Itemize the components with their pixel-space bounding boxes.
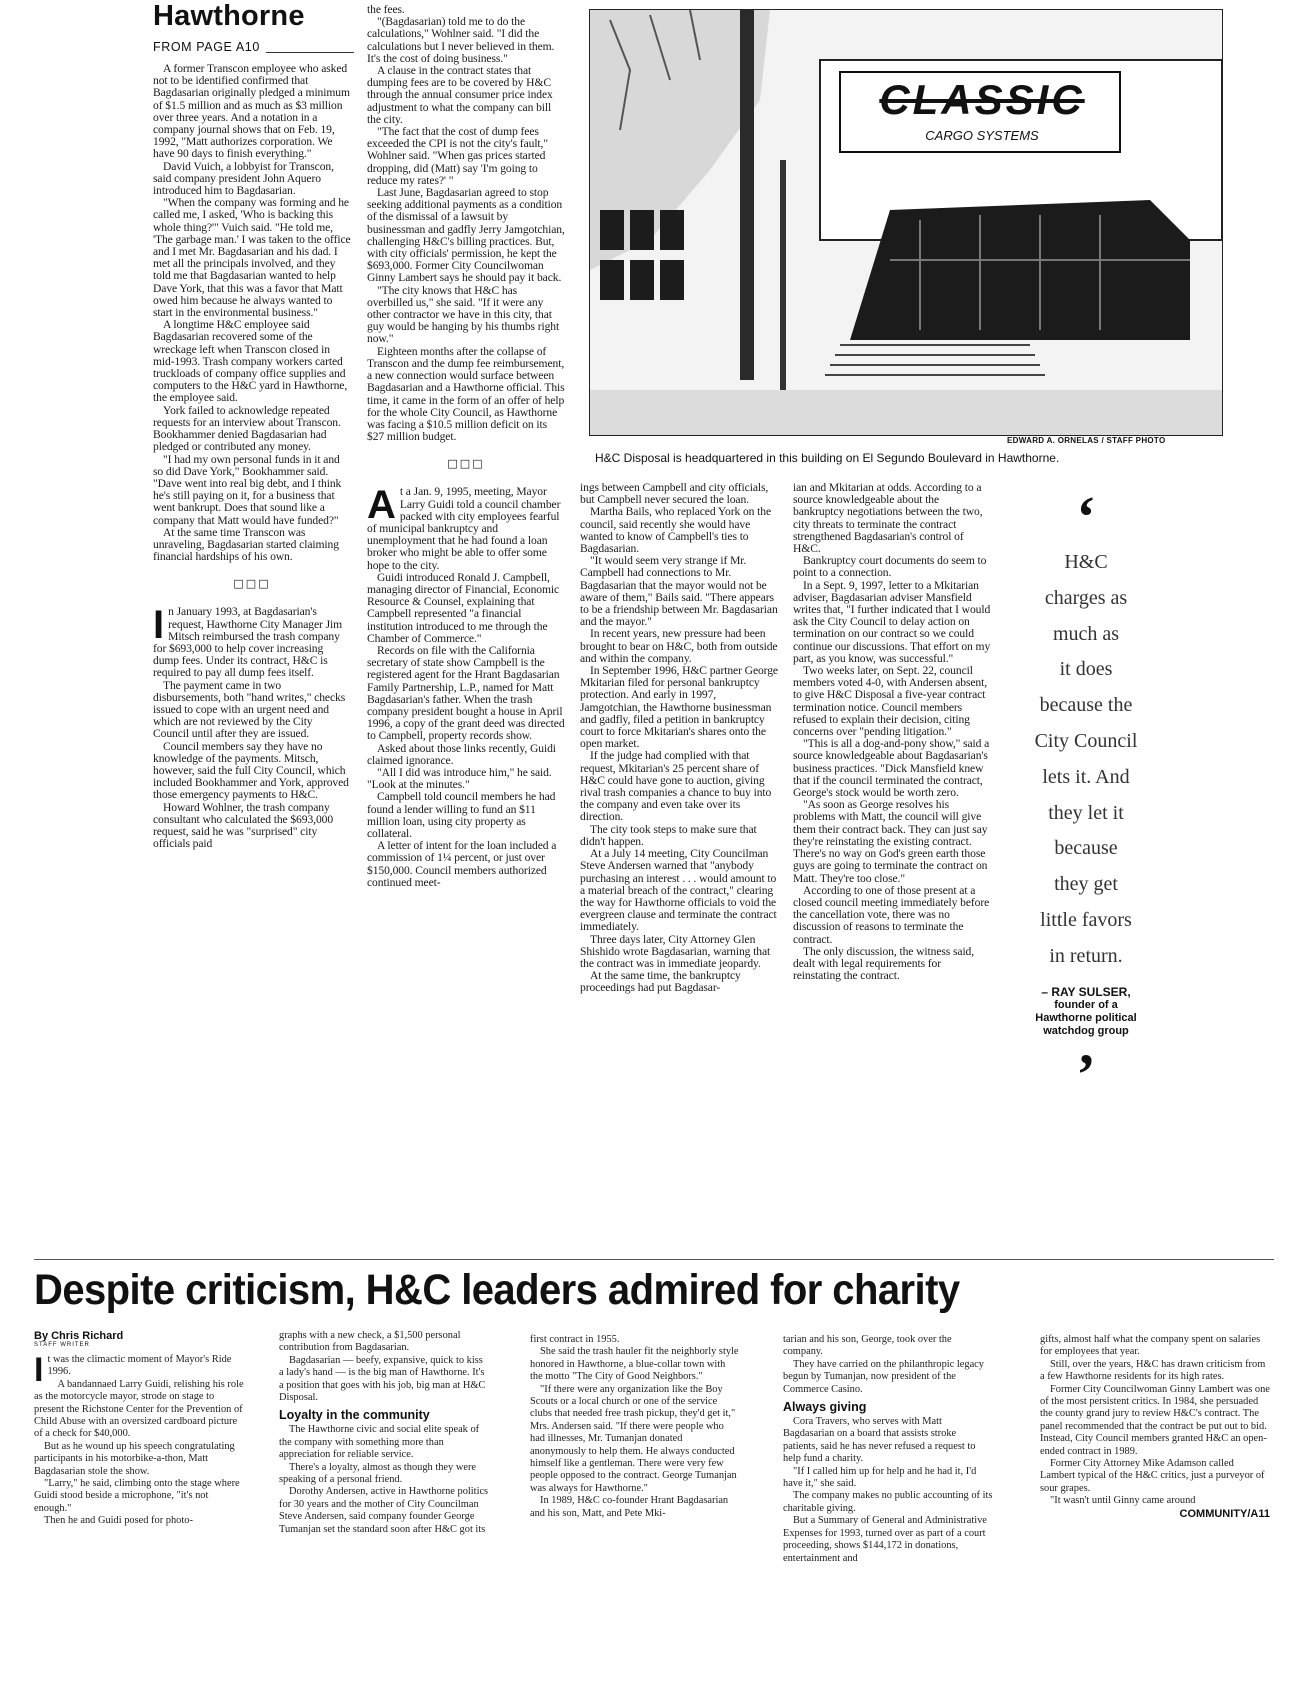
paragraph: In recent years, new pressure had been brought to bear on H&C, both from outside and within the company.: [580, 627, 778, 665]
quote-attribution: [1006, 986, 1166, 1038]
quote-attribution-line: Hawthorne political: [1035, 1012, 1137, 1024]
paragraph: "The fact that the cost of dump fees exceeded the CPI is not the city's fault," Wohlner said. "When gas prices started dropping, did (Matt) say 'I'm going to reduce my rates?' ": [367, 125, 548, 187]
quote-attribution-line: watchdog group: [1043, 1025, 1129, 1037]
paragraph: Eighteen months after the collapse of Transcon and the dump fee reimbursement, a new connection would surface between Bagdasarian and a Hawthorne official. This time, it came in the form of an offer of help for the whole City Council, as Hawthorne was facing a $10.5 million deficit on its $27 million budget.: [367, 344, 565, 444]
paragraph: "Larry," he said, climbing onto the stage where Guidi stood beside a microphone, "it's not enough.": [34, 1478, 240, 1514]
quote-line: it does: [1059, 658, 1113, 681]
quote-line: they get: [1054, 873, 1118, 896]
section-divider: [34, 1259, 1274, 1260]
from-page-rule: [266, 52, 354, 53]
quote-line: in return.: [1049, 944, 1123, 967]
dropcap: I: [153, 603, 165, 648]
paragraph: A letter of intent for the loan included a commission of 1¼ percent, or just over $150,000. Council members authorized continued meet-: [367, 839, 557, 889]
paragraph: In a Sept. 9, 1997, letter to a Mkitarian adviser, Bagdasarian adviser Mansfield writes that, "I further indicated that I would ask the City Council to delay action on termination on our contract so we could continue our discussions. That effort on my part, as you know, was successful.": [793, 578, 991, 665]
top-col-4: [793, 482, 991, 982]
paragraph: The only discussion, the witness said, dealt with legal requirements for reinstating the contract.: [793, 944, 975, 983]
paragraph: tarian and his son, George, took over the company.: [783, 1334, 952, 1358]
paragraph: David Vuich, a lobbyist for Transcon, said company president John Aquero introduced him to Bagdasarian.: [153, 159, 334, 198]
paragraph: But a Summary of General and Administrative Expenses for 1993, turned over as part of a court proceeding, shows $144,172 in donations, entertainment and: [783, 1515, 987, 1564]
story-kicker: Hawthorne: [153, 0, 305, 32]
paragraph: "I had my own personal funds in it and so did Dave York," Bookhammer said. "Dave went into real big debt, and I think he's still paying on it, for a business that went bankrupt. Does that sound like a company that Matt would have funded?": [153, 452, 342, 527]
paragraph: At the same time Transcon was unraveling, Bagdasarian started claiming financial hardships of his own.: [153, 525, 339, 564]
subhead: Loyalty in the community: [279, 1408, 430, 1423]
photo-credit: EDWARD A. ORNELAS / STAFF PHOTO: [1007, 436, 1166, 445]
paragraph: first contract in 1955.: [530, 1334, 620, 1345]
building-photo: [589, 9, 1223, 436]
subhead: Always giving: [783, 1400, 867, 1415]
quote-line: H&C: [1064, 551, 1108, 573]
paragraph: She said the trash hauler fit the neighborly style honored in Hawthorne, a blue-collar town with the motto "The City of Good Neighbors.": [530, 1346, 739, 1383]
quote-line: they let it: [1048, 801, 1124, 824]
paragraph: graphs with a new check, a $1,500 personal contribution from Bagdasarian.: [279, 1330, 461, 1354]
paragraph: "It would seem very strange if Mr. Campbell had connections to Mr. Bagdasarian that the mayor would not be aware of them," Bails said. "There appears to be a friendship between Mr. Bagdasarian and the mayor.": [580, 554, 778, 629]
jump-link[interactable]: COMMUNITY/A11: [1179, 1507, 1270, 1520]
paragraph: Bagdasarian — beefy, expansive, quick to kiss a lady's hand — is the big man of Hawthorne. It's a position that goes with his job, big man at H&C Disposal.: [279, 1354, 486, 1404]
paragraph: Former City Councilwoman Ginny Lambert was one of the most persistent critics. In 1984, she persuaded the county grand jury to review H&C's contract. The panel recommended that the contract be put out to bid. Instead, City Council members granted H&C an open-ended contract in 1989.: [1040, 1383, 1270, 1457]
quote-line: City Council: [1034, 729, 1138, 752]
paragraph: Asked about those links recently, Guidi claimed ignorance.: [367, 741, 556, 767]
paragraph: "It wasn't until Ginny came around: [1050, 1495, 1196, 1507]
dropcap: I: [34, 1351, 44, 1389]
paragraph: Campbell told council members he had found a lender willing to fund an $11 million loan, using city property as collateral.: [367, 790, 556, 840]
paragraph: York failed to acknowledge repeated requests for an interview about Transcon. Bookhammer denied Bagdasarian had pledged or contributed any money.: [153, 403, 341, 454]
paragraph: If the judge had complied with that request, Mkitarian's 25 percent share of H&C could have gone to auction, giving rival trash companies a chance to buy into the company and even take over its direction.: [580, 749, 772, 824]
bottom-col-2: [279, 1330, 489, 1536]
quote-line: charges as: [1044, 586, 1128, 609]
paragraph: Guidi introduced Ronald J. Campbell, managing director of Financial, Economic Resource & Counsel, explaining that Campbell represented "a financial institution introduced to me through the Chamber of Commerce.": [367, 570, 560, 645]
pull-quote: [1006, 545, 1166, 975]
paragraph: Bankruptcy court documents do seem to point to a connection.: [793, 554, 987, 580]
quote-open-icon: ‘: [1076, 484, 1096, 549]
paragraph: The company makes no public accounting of its charitable giving.: [783, 1490, 993, 1514]
paragraph: A longtime H&C employee said Bagdasarian recovered some of the wreckage left when Transcon closed in mid-1993. Trash company workers carted truckloads of company office supplies and computers to the H&C yard in Hawthorne, the employee said.: [153, 318, 348, 405]
paragraph: According to one of those present at a closed council meeting immediately before the cancellation vote, there was no discussion of reasons to terminate the contract.: [793, 883, 990, 946]
paragraph: t was the climactic moment of Mayor's Ride 1996.: [47, 1354, 232, 1378]
sign-subtitle: CARGO SYSTEMS: [925, 128, 1039, 143]
building-photo-art: [590, 10, 1222, 435]
top-col-1: [153, 63, 351, 850]
quote-attribution-name: – RAY SULSER,: [1041, 985, 1131, 999]
top-col-2: [367, 4, 565, 889]
paragraph: The Hawthorne civic and social elite speak of the company with something more than appreciation for reliable service.: [279, 1424, 480, 1461]
headline: Despite criticism, H&C leaders admired for charity: [34, 1266, 960, 1314]
paragraph: the fees.: [367, 3, 405, 16]
paragraph: "This is all a dog-and-pony show," said a source knowledgeable about Bagdasarian's business practices. "Dick Mansfield knew that if the council terminated the contract, George's stock would be worth zero.: [793, 737, 990, 800]
paragraph: Cora Travers, who serves with Matt Bagdasarian on a board that assists stroke patients, said he has never refused a request to help fund a charity.: [783, 1416, 976, 1465]
bottom-col-1: [34, 1330, 244, 1528]
section-separator: □□□: [233, 577, 271, 591]
paragraph: Last June, Bagdasarian agreed to stop seeking additional payments as a condition of the dismissal of a lawsuit by businessman and gadfly Jerry Jamgotchian, challenging H&C's billing practices. But, with city officials' permission, he kept the $693,000. Former City Councilwoman Ginny Lambert says he should pay it back.: [367, 186, 565, 285]
top-col-3: [580, 482, 778, 995]
paragraph: "The city knows that H&C has overbilled us," she said. "If it were any other contractor we have in this city, that guy would be hanging by his thumbs right now.": [367, 283, 560, 346]
paragraph: At a July 14 meeting, City Councilman Steve Andersen warned that "anybody purchasing an interest . . . would amount to a material breach of the contract," clearing the way for Hawthorne officials to void the evergreen clause and terminate the contract immediately.: [580, 847, 777, 934]
paragraph: "If there were any organization like the Boy Scouts or a local church or one of the service clubs that needed free trash pickup, they'd get it," Mrs. Andersen said. "If there were people who had illnesses, Mr. Tumanjan donated anonymously to help them. He always conducted himself like a gentleman. There were very few people opposed to the contract. George Tumanjan was always for Hawthorne.": [530, 1383, 737, 1494]
paragraph: Still, over the years, H&C has drawn criticism from a few Hawthorne residents for its high rates.: [1040, 1358, 1266, 1383]
paragraph: They have carried on the philanthropic legacy begun by Tumanjan, now president of the Commerce Casino.: [783, 1358, 984, 1395]
paragraph: The payment came in two disbursements, both "hand writes," checks issued to cope with an urgent need and which are not reviewed by the City Council until after they are issued.: [153, 678, 346, 741]
paragraph: Martha Bails, who replaced York on the council, said recently she would have wanted to know of Campbell's ties to Bagdasarian.: [580, 505, 772, 556]
paragraph: Three days later, City Attorney Glen Shishido wrote Bagdasarian, warning that the contract was in immediate jeopardy.: [580, 932, 771, 970]
photo-caption: H&C Disposal is headquartered in this building on El Segundo Boulevard in Hawthorne.: [595, 451, 1060, 465]
paragraph: A clause in the contract states that dumping fees are to be covered by H&C through the annual consumer price index adjustment to what the company can bill the city.: [367, 64, 553, 126]
staff-tag: STAFF WRITER: [34, 1342, 90, 1348]
paragraph: Former City Attorney Mike Adamson called Lambert typical of the H&C critics, just a purveyor of sour grapes.: [1040, 1458, 1265, 1494]
quote-line: much as: [1052, 622, 1120, 645]
paragraph: gifts, almost half what the company spent on salaries for employees that year.: [1040, 1334, 1261, 1358]
paragraph: Then he and Guidi posed for photo-: [44, 1515, 193, 1527]
paragraph: "When the company was forming and he called me, I asked, 'Who is backing this whole thing?'" Vuich said. "He told me, 'The garbage man.' I was taken to the office and I met Mr. Bagdasarian and his dad. I met all the principals involved, and they told me that Bagdasarian wanted to help Dave York, that this was a favor that Matt owed him because he always wanted to start in the environmental business.": [153, 196, 351, 320]
paragraph: The city took steps to make sure that didn't happen.: [580, 822, 757, 848]
paragraph: Council members say they have no knowledge of the payments. Mitsch, however, said the full City Council, which included Bookhammer and York, approved those emergency payments to H&C.: [153, 739, 349, 802]
bottom-col-4: [783, 1334, 993, 1565]
paragraph: In 1989, H&C co-founder Hrant Bagdasarian and his son, Matt, and Pete Mki-: [530, 1495, 729, 1519]
quote-line: because the: [1039, 694, 1133, 717]
byline: By Chris Richard: [34, 1330, 124, 1342]
paragraph: ings between Campbell and city officials, but Campbell never secured the loan.: [580, 481, 769, 507]
sign-title: CLASSIC: [879, 76, 1085, 123]
paragraph: There's a loyalty, almost as though they were speaking of a personal friend.: [279, 1461, 477, 1486]
paragraph: At the same time, the bankruptcy proceedings had put Bagdasar-: [580, 969, 741, 995]
dropcap: A: [367, 483, 396, 528]
section-separator: □□□: [447, 457, 485, 471]
paragraph: ian and Mkitarian at odds. According to a source knowledgeable about the bankruptcy negotiations between the two, city threats to terminate the contract strengthened Bagdasarian's control of H&C.: [793, 481, 983, 556]
paragraph: In September 1996, H&C partner George Mkitarian filed for personal bankruptcy protection. And early in 1997, Jamgotchian, the Hawthorne businessman and gadfly, filed a petition in bankruptcy court to force Mkitarian's shares onto the open market.: [580, 664, 778, 751]
paragraph: n January 1993, at Bagdasarian's request, Hawthorne City Manager Jim Mitsch reimbursed the trash company for $693,000 to help cover increasing dump fees. Under its contract, H&C is required to pay all dump fees itself.: [153, 605, 343, 680]
paragraph: "If I called him up for help and he had it, I'd have it," she said.: [783, 1465, 977, 1490]
quote-close-icon: ’: [1076, 1042, 1096, 1107]
bottom-col-3: [530, 1334, 740, 1520]
paragraph: Two weeks later, on Sept. 22, council members voted 4-0, with Andersen absent, to give H&C Disposal a five-year contract termination notice. Council members refused to explain their decision, citing concerns over "pending litigation.": [793, 664, 988, 739]
paragraph: Howard Wohlner, the trash company consultant who calculated the $693,000 request, said he was "surprised" city officials paid: [153, 800, 334, 851]
paragraph: Records on file with the California secretary of state show Campbell is the registered agent for the Hrant Bagdasarian Family Partnership, L.P., named for Matt Bagdasarian's father. When the trash company president bought a house in April 1996, a copy of the grant deed was directed to Campbell, property records show.: [367, 643, 565, 743]
bottom-col-5: [1040, 1334, 1270, 1520]
quote-attribution-line: founder of a: [1054, 999, 1118, 1011]
from-page-label: FROM PAGE A10: [153, 40, 260, 54]
paragraph: A former Transcon employee who asked not to be identified confirmed that Bagdasarian originally pledged a minimum of $1.5 million and as much as $3 million over three years. And a notation in a company journal shows that on Feb. 19, 1992, "Matt authorizes corporation. We have 90 days to finish everything.": [153, 62, 350, 161]
quote-line: lets it. And: [1042, 765, 1130, 788]
quote-line: little favors: [1040, 908, 1132, 931]
paragraph: "All I did was introduce him," he said. "Look at the minutes.": [367, 765, 552, 792]
paragraph: But as he wound up his speech congratulating participants in his motorbike-a-thon, Matt Bagdasarian stole the show.: [34, 1440, 235, 1477]
paragraph: Dorothy Andersen, active in Hawthorne politics for 30 years and the mother of City Councilman Steve Andersen, said company founder George Tumanjan set the standard soon after H&C got its: [279, 1486, 489, 1535]
paragraph: "As soon as George resolves his problems with Matt, the council will give them their contract back. They can just say they're reinstating the existing contract. There's no way on God's green earth those guys are going to terminate the contract on Matt. They're too close.": [793, 798, 988, 885]
paragraph: "(Bagdasarian) told me to do the calculations," Wohlner said. "I did the calculations but I never believed in them. It's the cost of doing business.": [367, 15, 555, 65]
quote-line: because: [1054, 837, 1118, 860]
paragraph: t a Jan. 9, 1995, meeting, Mayor Larry Guidi told a council chamber packed with city employees fearful of municipal bankruptcy and unemployment that he had found a loan broker who might be able to offer some hope to the city.: [367, 485, 561, 572]
paragraph: A bandannaed Larry Guidi, relishing his role as the motorcycle mayor, strode on stage to present the Richstone Center for the Prevention of Child Abuse with an oversized cardboard picture of a check for $40,000.: [34, 1378, 244, 1440]
